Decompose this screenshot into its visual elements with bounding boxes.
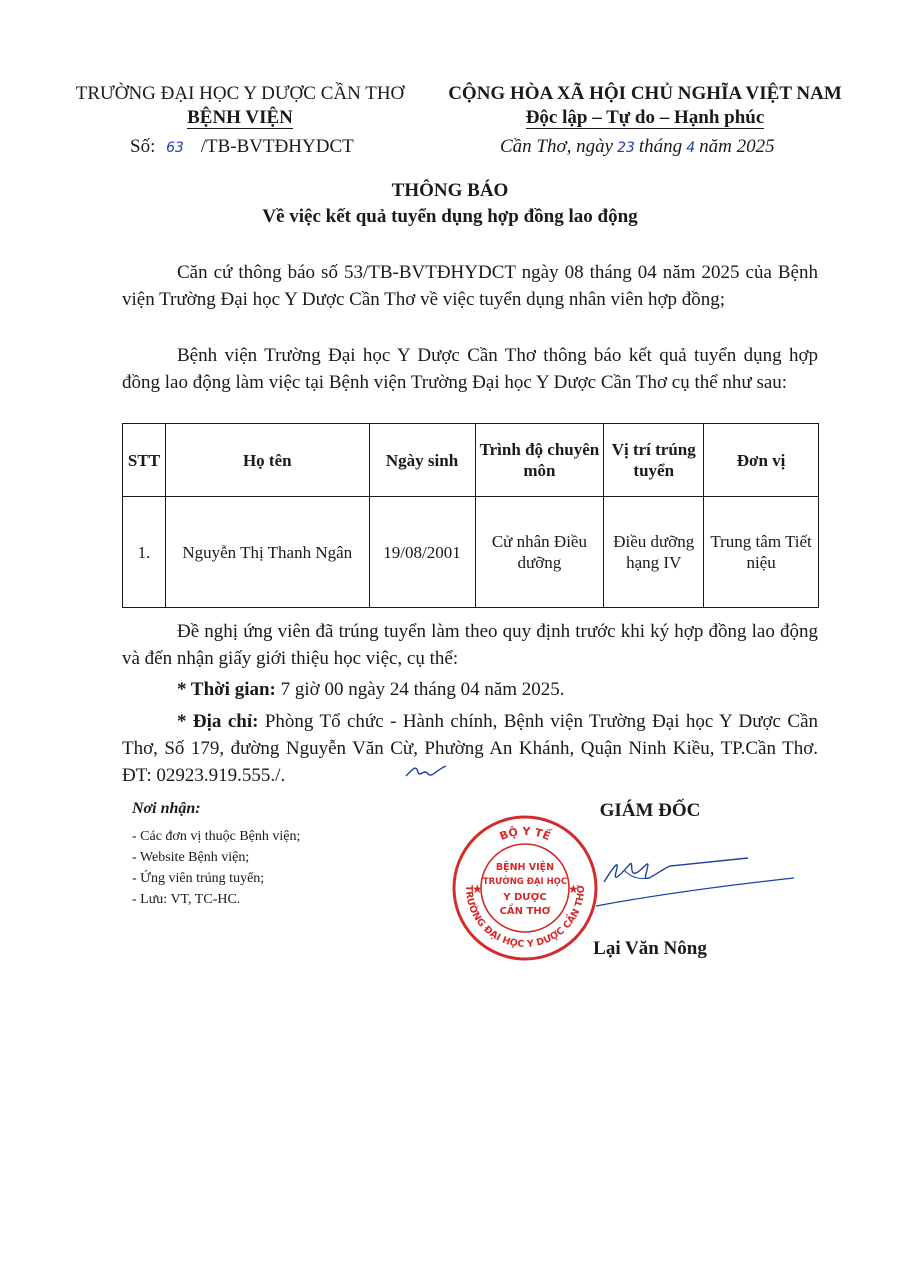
time-label: * Thời gian: <box>177 679 276 700</box>
recipients-title: Nơi nhận: <box>132 800 201 817</box>
national-motto: Độc lập – Tự do – Hạnh phúc <box>525 107 765 128</box>
signer-position: GIÁM ĐỐC <box>599 800 701 821</box>
date-suffix: năm 2025 <box>699 136 775 157</box>
svg-text:BỘ Y TẾ <box>498 825 554 843</box>
address-label: * Địa chỉ: <box>177 711 259 732</box>
list-item: - Ứng viên trúng tuyển; <box>132 871 265 886</box>
col-header-name: Họ tên <box>165 424 369 497</box>
title-main: THÔNG BÁO <box>391 180 509 201</box>
doc-no-handwritten: 63 <box>166 140 184 156</box>
paragraph-announcement: Bệnh viện Trường Đại học Y Dược Cần Thơ thông báo kết quả tuyển dụng hợp đồng lao động làm việc tại Bệnh viện Trường Đại học Y Dược Cần Thơ cụ thể như sau: <box>122 345 818 393</box>
cell-qualification: Cử nhân Điều dưỡng <box>475 497 604 608</box>
republic-title: CỘNG HÒA XÃ HỘI CHỦ NGHĨA VIỆT NAM <box>448 83 842 104</box>
seal-center-line-2: TRƯỜNG ĐẠI HỌC <box>482 877 568 887</box>
title-sub: Về việc kết quả tuyển dụng hợp đồng lao động <box>262 206 638 227</box>
paragraph-time <box>122 676 818 703</box>
issuing-organization <box>60 82 420 130</box>
date-day-handwritten: 23 <box>617 140 635 156</box>
doc-no-suffix: /TB-BVTĐHYDCT <box>200 136 354 157</box>
unit-name: BỆNH VIỆN <box>187 107 293 128</box>
seal-star-right: ★ <box>568 882 579 896</box>
address-value: Phòng Tổ chức - Hành chính, Bệnh viện Trường Đại học Y Dược Cần Thơ, Số 179, đường Nguyễn Văn Cừ, Phường An Khánh, Quận Ninh Kiều, TP.Cần Thơ. ĐT: 02923.919.555./. <box>122 711 818 786</box>
results-table <box>122 423 819 608</box>
handwritten-initial-mark <box>404 760 448 782</box>
signer-name: Lại Văn Nông <box>593 938 707 959</box>
time-value: 7 giờ 00 ngày 24 tháng 04 năm 2025. <box>275 679 565 700</box>
recipients-list <box>132 826 300 910</box>
date-line <box>500 136 775 158</box>
date-mid: tháng <box>638 136 683 157</box>
handwritten-signature <box>590 846 800 916</box>
table-header-row <box>123 424 819 497</box>
cell-department: Trung tâm Tiết niệu <box>704 497 819 608</box>
col-header-position: Vị trí trúng tuyển <box>604 424 704 497</box>
cell-stt: 1. <box>123 497 166 608</box>
seal-center-line-4: CẦN THƠ <box>499 906 551 917</box>
paragraph-request: Đề nghị ứng viên đã trúng tuyển làm theo quy định trước khi ký hợp đồng lao động và đến nhận giấy giới thiệu học việc, cụ thể: <box>122 621 818 669</box>
seal-center-line-1: BỆNH VIỆN <box>495 862 555 873</box>
cell-name: Nguyễn Thị Thanh Ngân <box>165 497 369 608</box>
national-header <box>430 82 860 130</box>
doc-no-label: Số: <box>130 136 156 157</box>
document-number <box>130 136 354 158</box>
list-item: - Website Bệnh viện; <box>132 850 250 865</box>
document-title <box>0 178 900 230</box>
paragraph-basis: Căn cứ thông báo số 53/TB-BVTĐHYDCT ngày 08 tháng 04 năm 2025 của Bệnh viện Trường Đại học Y Dược Cần Thơ về việc tuyển dụng nhân viên hợp đồng; <box>122 262 818 310</box>
seal-ring-bottom: TRƯỜNG ĐẠI HỌC Y DƯỢC CẦN THƠ <box>462 884 588 951</box>
seal-center-line-3: Y DƯỢC <box>503 892 547 903</box>
col-header-stt: STT <box>123 424 166 497</box>
col-header-department: Đơn vị <box>704 424 819 497</box>
col-header-qualification: Trình độ chuyên môn <box>475 424 604 497</box>
date-month-handwritten: 4 <box>686 140 696 156</box>
list-item: - Lưu: VT, TC-HC. <box>132 892 241 907</box>
table-row <box>123 497 819 608</box>
cell-position: Điều dưỡng hạng IV <box>604 497 704 608</box>
org-name: TRƯỜNG ĐẠI HỌC Y DƯỢC CẦN THƠ <box>75 83 405 104</box>
cell-dob: 19/08/2001 <box>369 497 475 608</box>
seal-ring-top: BỘ Y TẾ <box>497 824 553 844</box>
seal-star-left: ★ <box>472 882 483 896</box>
col-header-dob: Ngày sinh <box>369 424 475 497</box>
paragraph-address <box>122 708 818 789</box>
list-item: - Các đơn vị thuộc Bệnh viện; <box>132 829 301 844</box>
date-prefix: Cần Thơ, ngày <box>500 136 614 157</box>
